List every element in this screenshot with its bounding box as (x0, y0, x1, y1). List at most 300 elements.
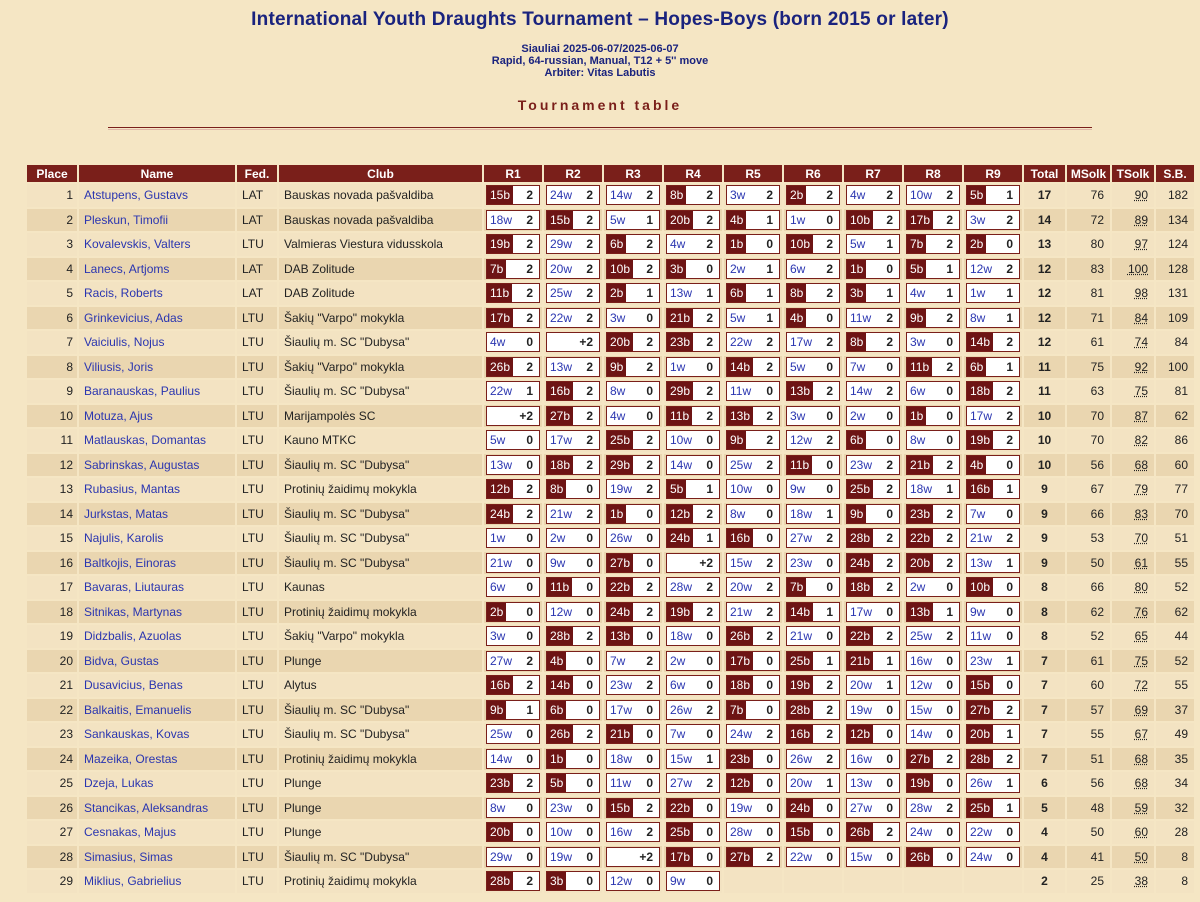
tsolk-value[interactable]: 98 (1134, 286, 1148, 301)
opponent-link[interactable]: 11b (547, 578, 572, 596)
opponent-link[interactable]: 9b (847, 505, 866, 523)
opponent-link[interactable]: 20w (790, 776, 813, 791)
opponent-link[interactable]: 27w (850, 800, 873, 815)
opponent-link[interactable]: 10w (550, 825, 573, 840)
opponent-link[interactable]: 28b (847, 529, 873, 547)
opponent-link[interactable]: 25w (910, 629, 933, 644)
opponent-link[interactable]: 27w (490, 653, 513, 668)
opponent-link[interactable]: 10b (607, 260, 633, 278)
opponent-link[interactable]: 15b (487, 186, 513, 204)
opponent-link[interactable]: 4w (850, 188, 866, 203)
opponent-link[interactable]: 19w (730, 800, 753, 815)
opponent-link[interactable]: 1b (847, 260, 866, 278)
tsolk-value[interactable]: 83 (1134, 506, 1148, 521)
opponent-link[interactable]: 8w (910, 433, 926, 448)
opponent-link[interactable]: 15b (787, 823, 813, 841)
opponent-link[interactable]: 18w (790, 506, 813, 521)
opponent-link[interactable]: 12w (550, 604, 573, 619)
player-name-link[interactable]: Racis, Roberts (79, 282, 235, 305)
opponent-link[interactable]: 1w (970, 286, 986, 301)
tsolk-value[interactable]: 82 (1134, 433, 1148, 448)
opponent-link[interactable]: 2b (787, 186, 806, 204)
opponent-link[interactable]: 23w (550, 800, 573, 815)
opponent-link[interactable]: 22w (790, 849, 813, 864)
opponent-link[interactable]: 21b (607, 725, 633, 743)
player-name-link[interactable]: Grinkevicius, Adas (79, 307, 235, 330)
opponent-link[interactable]: 2w (550, 531, 566, 546)
opponent-link[interactable]: 18w (610, 751, 633, 766)
opponent-link[interactable]: 12b (847, 725, 873, 743)
opponent-link[interactable]: 6w (910, 384, 926, 399)
opponent-link[interactable]: 1b (607, 505, 626, 523)
player-name-link[interactable]: Lanecs, Artjoms (79, 258, 235, 281)
opponent-link[interactable]: 16w (850, 751, 873, 766)
opponent-link[interactable]: 5w (790, 359, 806, 374)
opponent-link[interactable]: 28w (730, 825, 753, 840)
opponent-link[interactable]: 19b (667, 603, 693, 621)
opponent-link[interactable]: 11b (487, 284, 512, 302)
opponent-link[interactable]: 28w (910, 800, 933, 815)
opponent-link[interactable]: 13w (970, 555, 993, 570)
opponent-link[interactable]: 22b (667, 799, 693, 817)
opponent-link[interactable]: 19w (550, 849, 573, 864)
tsolk-value[interactable]: 50 (1134, 849, 1148, 864)
opponent-link[interactable]: 26w (610, 531, 633, 546)
opponent-link[interactable]: 10w (730, 482, 753, 497)
opponent-link[interactable]: 6b (847, 431, 866, 449)
tsolk-value[interactable]: 90 (1134, 188, 1148, 203)
player-name-link[interactable]: Baranauskas, Paulius (79, 380, 235, 403)
player-name-link[interactable]: Pleskun, Timofii (79, 209, 235, 232)
tsolk-value[interactable]: 87 (1134, 408, 1148, 423)
player-name-link[interactable]: Vaiciulis, Nojus (79, 331, 235, 354)
tsolk-value[interactable]: 68 (1134, 457, 1148, 472)
opponent-link[interactable]: 16w (610, 825, 633, 840)
tsolk-value[interactable]: 67 (1134, 727, 1148, 742)
opponent-link[interactable]: 14w (910, 727, 933, 742)
opponent-link[interactable]: 17w (850, 604, 873, 619)
opponent-link[interactable]: 5w (610, 212, 626, 227)
opponent-link[interactable]: 28w (670, 580, 693, 595)
opponent-link[interactable]: 15w (730, 555, 753, 570)
opponent-link[interactable]: 12w (970, 261, 993, 276)
opponent-link[interactable]: 11w (730, 384, 752, 399)
player-name-link[interactable]: Sankauskas, Kovas (79, 723, 235, 746)
tsolk-value[interactable]: 72 (1134, 678, 1148, 693)
opponent-link[interactable]: 26b (727, 627, 753, 645)
opponent-link[interactable]: 16b (547, 382, 573, 400)
opponent-link[interactable]: 20w (550, 261, 573, 276)
opponent-link[interactable]: 9w (790, 482, 806, 497)
opponent-link[interactable]: 11b (907, 358, 932, 376)
opponent-link[interactable]: 3b (847, 284, 866, 302)
opponent-link[interactable]: 24w (910, 825, 933, 840)
opponent-link[interactable]: 16b (487, 676, 513, 694)
opponent-link[interactable]: 13w (670, 286, 693, 301)
opponent-link[interactable]: 12w (910, 678, 933, 693)
opponent-link[interactable]: 5b (667, 480, 686, 498)
opponent-link[interactable]: 28b (967, 750, 993, 768)
opponent-link[interactable]: 3w (970, 212, 986, 227)
player-name-link[interactable]: Cesnakas, Majus (79, 821, 235, 844)
opponent-link[interactable]: 27w (790, 531, 813, 546)
opponent-link[interactable]: 27b (607, 554, 633, 572)
player-name-link[interactable]: Balkaitis, Emanuelis (79, 699, 235, 722)
player-name-link[interactable]: Sitnikas, Martynas (79, 601, 235, 624)
opponent-link[interactable]: 7w (610, 653, 626, 668)
opponent-link[interactable]: 28b (487, 872, 513, 890)
tsolk-value[interactable]: 65 (1134, 629, 1148, 644)
player-name-link[interactable]: Baltkojis, Einoras (79, 552, 235, 575)
opponent-link[interactable]: 25b (967, 799, 993, 817)
opponent-link[interactable]: 12b (727, 774, 753, 792)
tsolk-value[interactable]: 100 (1127, 261, 1148, 276)
opponent-link[interactable]: 5b (967, 186, 986, 204)
tsolk-value[interactable]: 92 (1134, 359, 1148, 374)
opponent-link[interactable]: 20b (667, 211, 693, 229)
opponent-link[interactable]: 25b (787, 652, 813, 670)
opponent-link[interactable]: 17b (907, 211, 933, 229)
opponent-link[interactable]: 6b (727, 284, 746, 302)
opponent-link[interactable]: 20b (607, 333, 633, 351)
opponent-link[interactable]: 25b (607, 431, 633, 449)
opponent-link[interactable]: 13b (727, 407, 753, 425)
opponent-link[interactable]: 13b (907, 603, 933, 621)
opponent-link[interactable]: 23b (727, 750, 753, 768)
opponent-link[interactable]: 23b (907, 505, 933, 523)
opponent-link[interactable]: 28b (787, 701, 813, 719)
opponent-link[interactable]: 24b (487, 505, 513, 523)
opponent-link[interactable]: 8w (970, 310, 986, 325)
opponent-link[interactable]: 4b (547, 652, 566, 670)
opponent-link[interactable]: 8b (787, 284, 806, 302)
opponent-link[interactable]: 29b (607, 456, 633, 474)
opponent-link[interactable]: 4b (787, 309, 806, 327)
opponent-link[interactable]: 2b (967, 235, 986, 253)
opponent-link[interactable]: 9w (550, 555, 566, 570)
opponent-link[interactable]: 26w (970, 776, 993, 791)
opponent-link[interactable]: 7b (487, 260, 506, 278)
opponent-link[interactable]: 1b (727, 235, 746, 253)
opponent-link[interactable]: 14w (670, 457, 693, 472)
opponent-link[interactable]: 28b (547, 627, 573, 645)
opponent-link[interactable]: 5w (850, 237, 866, 252)
opponent-link[interactable]: 23w (970, 653, 993, 668)
opponent-link[interactable]: 7w (670, 727, 686, 742)
opponent-link[interactable]: 21w (970, 531, 993, 546)
opponent-link[interactable]: 21w (730, 604, 753, 619)
opponent-link[interactable]: 18b (547, 456, 573, 474)
opponent-link[interactable]: 13w (850, 776, 873, 791)
opponent-link[interactable]: 16b (787, 725, 813, 743)
opponent-link[interactable]: 1b (547, 750, 566, 768)
opponent-link[interactable]: 26w (670, 702, 693, 717)
tsolk-value[interactable]: 74 (1134, 335, 1148, 350)
player-name-link[interactable]: Najulis, Karolis (79, 527, 235, 550)
opponent-link[interactable]: 16w (910, 653, 933, 668)
opponent-link[interactable]: 15w (850, 849, 873, 864)
player-name-link[interactable]: Jurkstas, Matas (79, 503, 235, 526)
opponent-link[interactable]: 8b (847, 333, 866, 351)
opponent-link[interactable]: 27b (547, 407, 573, 425)
opponent-link[interactable]: 9w (970, 604, 986, 619)
player-name-link[interactable]: Dusavicius, Benas (79, 674, 235, 697)
opponent-link[interactable]: 15b (547, 211, 573, 229)
opponent-link[interactable]: 8b (667, 186, 686, 204)
tsolk-value[interactable]: 68 (1134, 751, 1148, 766)
opponent-link[interactable]: 12b (487, 480, 513, 498)
opponent-link[interactable]: 22b (847, 627, 873, 645)
opponent-link[interactable]: 2w (730, 261, 746, 276)
opponent-link[interactable]: 29w (550, 237, 573, 252)
opponent-link[interactable]: 23b (487, 774, 513, 792)
opponent-link[interactable]: 19w (850, 702, 873, 717)
opponent-link[interactable]: 22w (970, 825, 993, 840)
tsolk-value[interactable]: 89 (1134, 212, 1148, 227)
opponent-link[interactable]: 14b (967, 333, 993, 351)
opponent-link[interactable]: 11w (850, 310, 872, 325)
opponent-link[interactable]: 11w (610, 776, 632, 791)
opponent-link[interactable]: 25b (847, 480, 873, 498)
opponent-link[interactable]: 9b (907, 309, 926, 327)
opponent-link[interactable]: 8w (610, 384, 626, 399)
opponent-link[interactable]: 1b (907, 407, 926, 425)
opponent-link[interactable]: 17w (550, 433, 573, 448)
opponent-link[interactable]: 12w (610, 874, 633, 889)
player-name-link[interactable]: Mazeika, Orestas (79, 748, 235, 771)
opponent-link[interactable]: 25w (490, 727, 513, 742)
opponent-link[interactable]: 17b (487, 309, 513, 327)
opponent-link[interactable]: 21w (490, 555, 513, 570)
opponent-link[interactable]: 17b (727, 652, 753, 670)
opponent-link[interactable]: 25w (550, 286, 573, 301)
opponent-link[interactable]: 4w (910, 286, 926, 301)
player-name-link[interactable]: Bidva, Gustas (79, 650, 235, 673)
player-name-link[interactable]: Didzbalis, Azuolas (79, 625, 235, 648)
player-name-link[interactable]: Stancikas, Aleksandras (79, 797, 235, 820)
opponent-link[interactable]: 15w (910, 702, 933, 717)
opponent-link[interactable]: 17w (610, 702, 633, 717)
opponent-link[interactable]: 13b (787, 382, 813, 400)
tsolk-value[interactable]: 68 (1134, 776, 1148, 791)
opponent-link[interactable]: 19w (610, 482, 633, 497)
opponent-link[interactable]: 16b (967, 480, 993, 498)
opponent-link[interactable]: 18b (727, 676, 753, 694)
opponent-link[interactable]: 23b (667, 333, 693, 351)
opponent-link[interactable]: 7b (727, 701, 746, 719)
opponent-link[interactable]: 15b (967, 676, 993, 694)
opponent-link[interactable]: 24w (550, 188, 573, 203)
opponent-link[interactable]: 7b (787, 578, 806, 596)
opponent-link[interactable]: 26b (847, 823, 873, 841)
opponent-link[interactable]: 18b (967, 382, 993, 400)
opponent-link[interactable]: 27b (727, 848, 753, 866)
tsolk-value[interactable]: 75 (1134, 384, 1148, 399)
tsolk-value[interactable]: 75 (1134, 653, 1148, 668)
opponent-link[interactable]: 13b (607, 627, 633, 645)
opponent-link[interactable]: 6b (547, 701, 566, 719)
opponent-link[interactable]: 26b (907, 848, 933, 866)
tsolk-value[interactable]: 76 (1134, 604, 1148, 619)
opponent-link[interactable]: 24b (607, 603, 633, 621)
opponent-link[interactable]: 20b (487, 823, 513, 841)
opponent-link[interactable]: 25b (667, 823, 693, 841)
opponent-link[interactable]: 9w (670, 874, 686, 889)
opponent-link[interactable]: 26b (547, 725, 573, 743)
player-name-link[interactable]: Miklius, Gabrielius (79, 870, 235, 893)
opponent-link[interactable]: 14b (547, 676, 573, 694)
opponent-link[interactable]: 4w (670, 237, 686, 252)
opponent-link[interactable]: 10b (787, 235, 813, 253)
opponent-link[interactable]: 9b (727, 431, 746, 449)
opponent-link[interactable]: 17w (970, 408, 993, 423)
opponent-link[interactable]: 24b (847, 554, 873, 572)
opponent-link[interactable]: 4b (727, 211, 746, 229)
opponent-link[interactable]: 14w (490, 751, 513, 766)
opponent-link[interactable]: 11w (970, 629, 992, 644)
opponent-link[interactable]: 7w (970, 506, 986, 521)
opponent-link[interactable]: 27b (967, 701, 993, 719)
opponent-link[interactable]: 5b (907, 260, 926, 278)
opponent-link[interactable]: 6b (967, 358, 986, 376)
player-name-link[interactable]: Sabrinskas, Augustas (79, 454, 235, 477)
opponent-link[interactable]: 4w (490, 335, 506, 350)
opponent-link[interactable]: 13w (490, 457, 513, 472)
opponent-link[interactable]: 10b (847, 211, 873, 229)
opponent-link[interactable]: 5b (547, 774, 566, 792)
opponent-link[interactable]: 15w (670, 751, 693, 766)
opponent-link[interactable]: 3b (667, 260, 686, 278)
opponent-link[interactable]: 21w (790, 629, 813, 644)
opponent-link[interactable]: 6b (607, 235, 626, 253)
opponent-link[interactable]: 6w (670, 678, 686, 693)
opponent-link[interactable]: 12w (790, 433, 813, 448)
opponent-link[interactable]: 20w (850, 678, 873, 693)
opponent-link[interactable]: 22b (607, 578, 633, 596)
opponent-link[interactable]: 1w (790, 212, 806, 227)
tsolk-value[interactable]: 80 (1134, 580, 1148, 595)
player-name-link[interactable]: Dzeja, Lukas (79, 772, 235, 795)
player-name-link[interactable]: Rubasius, Mantas (79, 478, 235, 501)
opponent-link[interactable]: 17b (667, 848, 693, 866)
tsolk-value[interactable]: 61 (1134, 555, 1148, 570)
opponent-link[interactable]: 9b (487, 701, 506, 719)
opponent-link[interactable]: 7b (907, 235, 926, 253)
opponent-link[interactable]: 18w (670, 629, 693, 644)
opponent-link[interactable]: 6w (490, 580, 506, 595)
tsolk-value[interactable]: 38 (1134, 874, 1148, 889)
opponent-link[interactable]: 16b (727, 529, 753, 547)
opponent-link[interactable]: 11b (787, 456, 812, 474)
opponent-link[interactable]: 22w (550, 310, 573, 325)
opponent-link[interactable]: 12b (667, 505, 693, 523)
tsolk-value[interactable]: 60 (1134, 825, 1148, 840)
opponent-link[interactable]: 19b (487, 235, 513, 253)
opponent-link[interactable]: 20b (967, 725, 993, 743)
opponent-link[interactable]: 14w (610, 188, 633, 203)
opponent-link[interactable]: 2b (607, 284, 626, 302)
opponent-link[interactable]: 1w (670, 359, 686, 374)
opponent-link[interactable]: 23w (850, 457, 873, 472)
tsolk-value[interactable]: 70 (1134, 531, 1148, 546)
opponent-link[interactable]: 24b (667, 529, 693, 547)
opponent-link[interactable]: 25w (730, 457, 753, 472)
opponent-link[interactable]: 3w (730, 188, 746, 203)
opponent-link[interactable]: 19b (967, 431, 993, 449)
player-name-link[interactable]: Simasius, Simas (79, 846, 235, 869)
opponent-link[interactable]: 19b (907, 774, 933, 792)
opponent-link[interactable]: 15b (607, 799, 633, 817)
opponent-link[interactable]: 26b (487, 358, 513, 376)
opponent-link[interactable]: 17w (790, 335, 813, 350)
opponent-link[interactable]: 24w (970, 849, 993, 864)
opponent-link[interactable]: 27w (670, 776, 693, 791)
opponent-link[interactable]: 27b (907, 750, 933, 768)
opponent-link[interactable]: 19b (787, 676, 813, 694)
opponent-link[interactable]: 18b (847, 578, 873, 596)
opponent-link[interactable]: 21w (550, 506, 573, 521)
player-name-link[interactable]: Motuza, Ajus (79, 405, 235, 428)
opponent-link[interactable]: 5w (490, 433, 506, 448)
opponent-link[interactable]: 6w (790, 261, 806, 276)
opponent-link[interactable]: 11b (667, 407, 692, 425)
opponent-link[interactable]: 24b (787, 799, 813, 817)
tsolk-value[interactable]: 59 (1134, 800, 1148, 815)
opponent-link[interactable]: 13w (550, 359, 573, 374)
opponent-link[interactable]: 4w (610, 408, 626, 423)
opponent-link[interactable]: 3w (910, 335, 926, 350)
tsolk-value[interactable]: 79 (1134, 482, 1148, 497)
opponent-link[interactable]: 1w (490, 531, 506, 546)
opponent-link[interactable]: 29w (490, 849, 513, 864)
opponent-link[interactable]: 2b (487, 603, 506, 621)
tsolk-value[interactable]: 69 (1134, 702, 1148, 717)
opponent-link[interactable]: 10w (910, 188, 933, 203)
opponent-link[interactable]: 18w (910, 482, 933, 497)
opponent-link[interactable]: 22w (490, 384, 513, 399)
opponent-link[interactable]: 4b (967, 456, 986, 474)
player-name-link[interactable]: Kovalevskis, Valters (79, 233, 235, 256)
player-name-link[interactable]: Viliusis, Joris (79, 356, 235, 379)
opponent-link[interactable]: 14b (727, 358, 753, 376)
opponent-link[interactable]: 14b (787, 603, 813, 621)
opponent-link[interactable]: 18w (490, 212, 513, 227)
opponent-link[interactable]: 21b (907, 456, 933, 474)
tsolk-value[interactable]: 84 (1134, 310, 1148, 325)
opponent-link[interactable]: 29b (667, 382, 693, 400)
opponent-link[interactable]: 23w (790, 555, 813, 570)
opponent-link[interactable]: 24w (730, 727, 753, 742)
opponent-link[interactable]: 2w (850, 408, 866, 423)
opponent-link[interactable]: 10b (967, 578, 993, 596)
opponent-link[interactable]: 3w (490, 629, 506, 644)
opponent-link[interactable]: 2w (670, 653, 686, 668)
opponent-link[interactable]: 22b (907, 529, 933, 547)
opponent-link[interactable]: 8b (547, 480, 566, 498)
opponent-link[interactable]: 23w (610, 678, 633, 693)
tsolk-value[interactable]: 97 (1134, 237, 1148, 252)
opponent-link[interactable]: 3w (790, 408, 806, 423)
opponent-link[interactable]: 22w (730, 335, 753, 350)
opponent-link[interactable]: 14w (850, 384, 873, 399)
opponent-link[interactable]: 10w (670, 433, 693, 448)
opponent-link[interactable]: 3b (547, 872, 566, 890)
opponent-link[interactable]: 9b (607, 358, 626, 376)
player-name-link[interactable]: Atstupens, Gustavs (79, 184, 235, 207)
opponent-link[interactable]: 8w (490, 800, 506, 815)
opponent-link[interactable]: 7w (850, 359, 866, 374)
opponent-link[interactable]: 3w (610, 310, 626, 325)
